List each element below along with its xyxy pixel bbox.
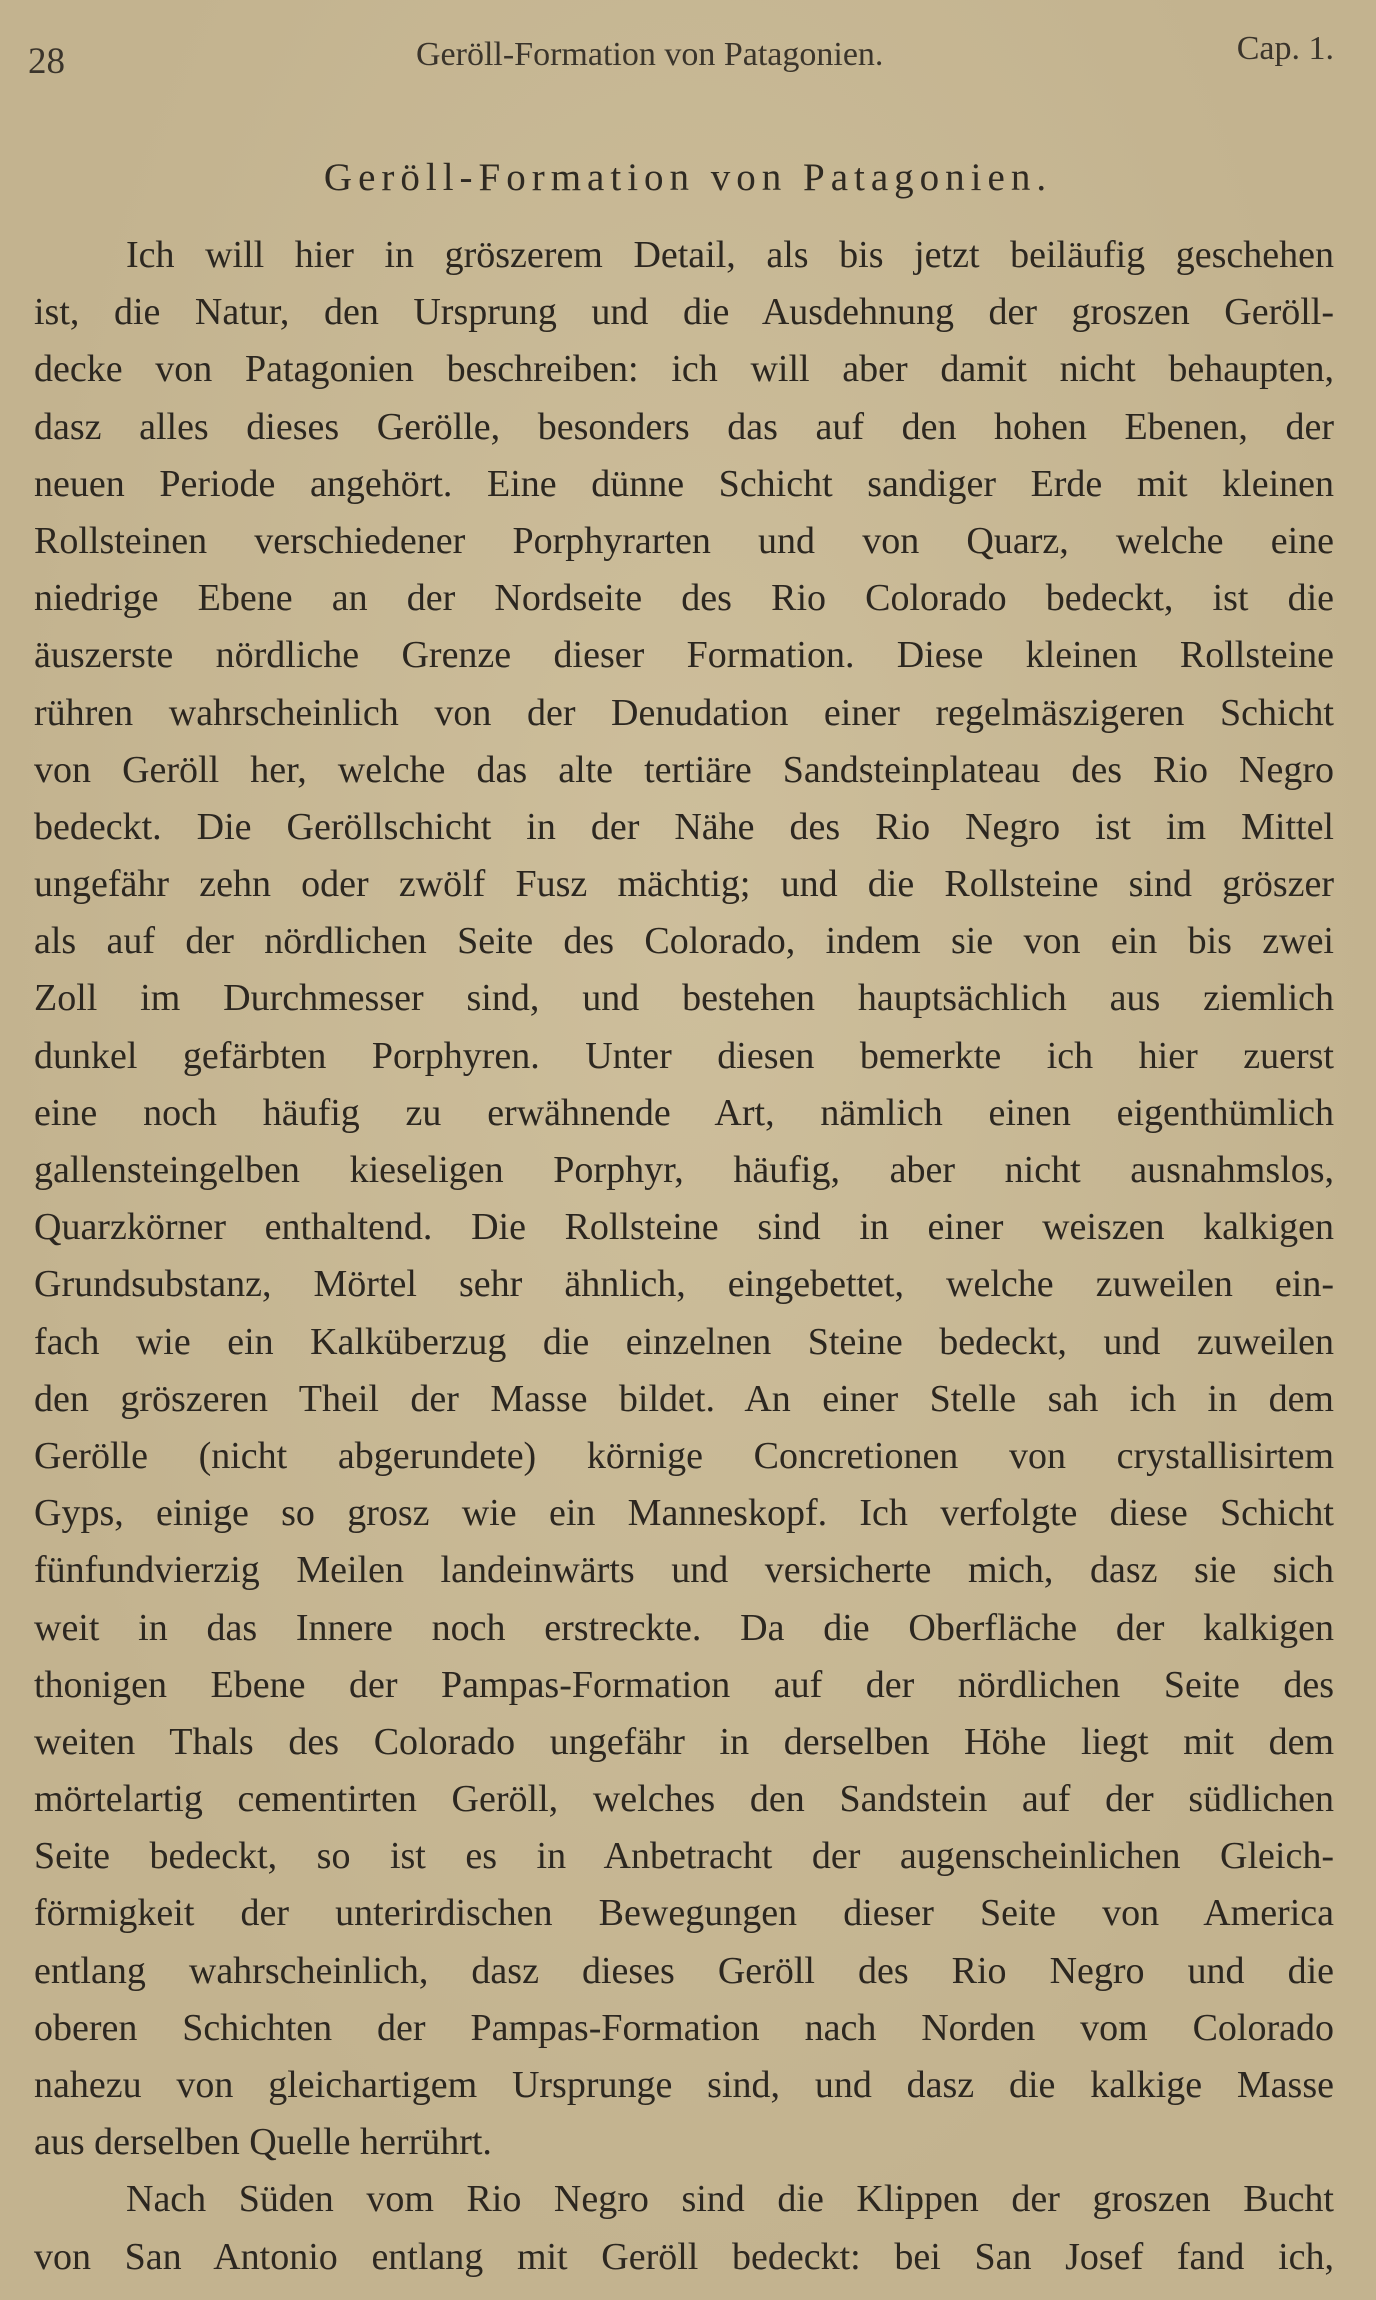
page-number: 28 xyxy=(28,41,65,82)
text-line: aus derselben Quelle herrührt. xyxy=(34,2121,492,2164)
paragraph-2 xyxy=(34,2171,1334,2285)
text-line: als auf der nördlichen Seite des Colorado, indem sie von ein bis zwei xyxy=(34,920,1334,963)
chapter-label: Cap. 1. xyxy=(1236,30,1334,67)
text-line: Gerölle (nicht abgerundete) körnige Concretionen von crystallisirtem xyxy=(34,1434,1334,1477)
text-line: Quarzkörner enthaltend. Die Rollsteine sind in einer weiszen kalkigen xyxy=(34,1206,1334,1249)
running-title: Geröll-Formation von Patagonien. xyxy=(416,36,884,73)
text-line: eine noch häufig zu erwähnende Art, nämlich einen eigenthümlich xyxy=(34,1091,1334,1134)
text-line: mörtelartig cementirten Geröll, welches den Sandstein auf der südlichen xyxy=(34,1778,1334,1821)
text-line: entlang wahrscheinlich, dasz dieses Geröll des Rio Negro und die xyxy=(34,1949,1334,1992)
text-line: weiten Thals des Colorado ungefähr in derselben Höhe liegt mit dem xyxy=(34,1720,1334,1763)
text-line: dunkel gefärbten Porphyren. Unter diesen bemerkte ich hier zuerst xyxy=(34,1034,1334,1077)
text-line: fünfundvierzig Meilen landeinwärts und versicherte mich, dasz sie sich xyxy=(34,1549,1334,1592)
text-line: Nach Süden vom Rio Negro sind die Klippen der groszen Bucht xyxy=(126,2178,1334,2221)
text-line: von Geröll her, welche das alte tertiäre Sandsteinplateau des Rio Negro xyxy=(34,748,1334,791)
running-head xyxy=(28,30,1334,86)
section-title: Geröll-Formation von Patagonien. xyxy=(323,156,1053,199)
body-text xyxy=(34,227,1334,2286)
text-line: ist, die Natur, den Ursprung und die Ausdehnung der groszen Geröll- xyxy=(34,291,1334,334)
text-line: Zoll im Durchmesser sind, und bestehen hauptsächlich aus ziemlich xyxy=(34,977,1334,1020)
paragraph-1 xyxy=(34,227,1334,2171)
text-line: gallensteingelben kieseligen Porphyr, häufig, aber nicht ausnahmslos, xyxy=(34,1149,1334,1191)
text-line: Seite bedeckt, so ist es in Anbetracht der augenscheinlichen Gleich- xyxy=(34,1835,1334,1878)
text-line: neuen Periode angehört. Eine dünne Schicht sandiger Erde mit kleinen xyxy=(34,462,1334,505)
text-line: thonigen Ebene der Pampas-Formation auf der nördlichen Seite des xyxy=(34,1663,1334,1706)
text-line: Rollsteinen verschiedener Porphyrarten und von Quarz, welche eine xyxy=(34,519,1334,562)
text-line: decke von Patagonien beschreiben: ich will aber damit nicht behaupten, xyxy=(34,348,1334,391)
text-line: nahezu von gleichartigem Ursprunge sind, und dasz die kalkige Masse xyxy=(34,2064,1334,2106)
text-line: dasz alles dieses Gerölle, besonders das auf den hohen Ebenen, der xyxy=(34,405,1334,448)
text-line: ungefähr zehn oder zwölf Fusz mächtig; und die Rollsteine sind gröszer xyxy=(34,863,1334,906)
text-line: rühren wahrscheinlich von der Denudation einer regelmäszigeren Schicht xyxy=(34,691,1334,734)
text-line: bedeckt. Die Geröllschicht in der Nähe des Rio Negro ist im Mittel xyxy=(34,805,1334,848)
text-line: von San Antonio entlang mit Geröll bedeckt: bei San Josef fand ich, xyxy=(34,2235,1334,2278)
text-line: Gyps, einige so grosz wie ein Manneskopf. Ich verfolgte diese Schicht xyxy=(34,1492,1334,1535)
text-line: oberen Schichten der Pampas-Formation nach Norden vom Colorado xyxy=(34,2006,1334,2049)
text-line: fach wie ein Kalküberzug die einzelnen Steine bedeckt, und zuweilen xyxy=(34,1320,1334,1363)
text-line: weit in das Innere noch erstreckte. Da die Oberfläche der kalkigen xyxy=(34,1606,1334,1649)
text-line: förmigkeit der unterirdischen Bewegungen dieser Seite von America xyxy=(34,1892,1334,1935)
text-line: den gröszeren Theil der Masse bildet. An einer Stelle sah ich in dem xyxy=(34,1377,1334,1420)
text-line: Ich will hier in gröszerem Detail, als bis jetzt beiläufig geschehen xyxy=(126,234,1334,276)
text-line: niedrige Ebene an der Nordseite des Rio Colorado bedeckt, ist die xyxy=(34,577,1334,620)
text-line: Grundsubstanz, Mörtel sehr ähnlich, eingebettet, welche zuweilen ein- xyxy=(34,1263,1334,1306)
text-line: äuszerste nördliche Grenze dieser Formation. Diese kleinen Rollsteine xyxy=(34,634,1334,677)
